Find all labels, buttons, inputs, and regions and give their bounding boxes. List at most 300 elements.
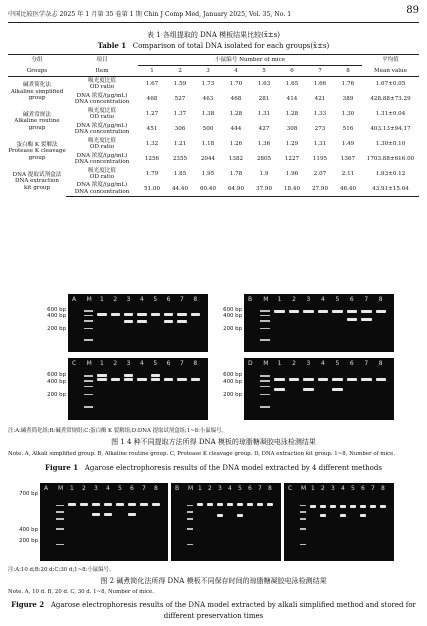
dna-band	[104, 503, 112, 506]
group-name	[8, 137, 66, 167]
gel-lane-label: 8	[268, 485, 272, 492]
dna-band	[92, 513, 100, 516]
dna-band	[257, 503, 263, 506]
gel-lane-label: 7	[364, 360, 369, 367]
bp-marker-label: 600 bp	[47, 307, 66, 314]
value-cell: 1.59	[173, 81, 187, 88]
value-cell: 281	[258, 95, 270, 102]
dna-band	[347, 310, 357, 313]
item-label	[66, 182, 138, 197]
ladder-band	[187, 528, 193, 530]
dna-band	[97, 374, 106, 377]
ladder-band	[187, 511, 193, 513]
bp-marker-label: 600 bp	[223, 307, 242, 314]
mean-cell: 1.30±0.10	[375, 140, 406, 147]
value-cell: 1.29	[285, 140, 299, 147]
gel-lane-label: 7	[180, 296, 184, 303]
group-name-line: group	[28, 94, 46, 101]
dna-band	[340, 514, 346, 517]
ladder-band	[260, 380, 270, 382]
value-cell: 1.9	[259, 170, 269, 177]
dna-band	[124, 320, 133, 323]
ladder-band	[187, 505, 193, 507]
dna-band	[330, 505, 336, 508]
mean-cell: 403.13±94.17	[370, 125, 411, 132]
item-label	[66, 137, 138, 152]
gel-lane-label: 1	[277, 296, 282, 303]
bp-marker-label: 700 bp	[19, 490, 38, 497]
dna-band	[376, 310, 386, 313]
value-cell: 468	[230, 95, 242, 102]
group-name-line: group	[28, 154, 46, 161]
item-label	[66, 77, 138, 92]
item-label-line: DNA concentration	[74, 99, 130, 105]
dna-band	[237, 514, 243, 517]
value-cell: 1.28	[229, 110, 243, 117]
gel-lane-label: 7	[180, 360, 184, 367]
fig2-note-en: Note. A, 10 d. B, 20 d. C, 30 d. 1~8, Number of mice.	[8, 589, 154, 595]
value-cell: 1.21	[173, 140, 187, 147]
ladder-band	[84, 386, 93, 388]
gel-lane-label: 5	[153, 360, 158, 367]
value-cell: 1.49	[341, 140, 355, 147]
dna-band	[191, 378, 200, 381]
value-cell: 421	[314, 95, 326, 102]
item-label	[66, 152, 138, 167]
gel-lane-label: 1	[311, 485, 315, 492]
bp-marker-label: 400 bp	[223, 378, 242, 385]
gel-panel	[244, 294, 394, 352]
group-name	[8, 107, 66, 137]
value-cell: 1.18	[201, 140, 215, 147]
dna-band	[227, 503, 233, 506]
value-cell: 1.73	[201, 81, 215, 88]
gel-lane-label: 2	[82, 485, 86, 492]
gel-lane-label: 3	[126, 296, 131, 303]
dna-band	[128, 503, 136, 506]
gel-lane-label: 8	[193, 360, 198, 367]
ladder-band	[187, 544, 193, 546]
dna-band	[116, 503, 124, 506]
gel-lane-label: 6	[248, 485, 252, 492]
gel-lane-label: 2	[292, 296, 296, 303]
value-cell: 527	[174, 95, 186, 102]
fig2-label: Figure 2	[11, 600, 45, 609]
gel-lane-label: 6	[349, 360, 354, 367]
group-name-line: kit group	[23, 184, 50, 191]
gel-lane-label: 7	[142, 485, 146, 492]
dna-band	[177, 320, 186, 323]
value-cell: 273	[314, 125, 326, 132]
item-label-line: DNA concentration	[74, 129, 130, 135]
gel-lane-label: 5	[335, 360, 340, 367]
value-cell: 64.90	[222, 182, 250, 197]
gel-lane-label: M	[86, 360, 92, 367]
gel-lane-label: 1	[100, 360, 104, 367]
gel-lane-label: 4	[228, 485, 232, 492]
dna-band	[97, 313, 106, 316]
bp-marker-label: 400 bp	[223, 313, 242, 320]
value-cell: 516	[342, 125, 354, 132]
gel-lane-label: 1	[277, 360, 282, 367]
gel-lane-label: M	[263, 296, 269, 303]
gel-lane-label: 5	[238, 485, 242, 492]
value-cell: 1.70	[229, 81, 243, 88]
item-label-line: OD ratio	[89, 144, 115, 150]
ladder-band	[260, 339, 270, 341]
page-number: 89	[406, 5, 419, 16]
dna-band	[318, 310, 328, 313]
value-cell: 46.40	[334, 182, 362, 197]
gel-lane-label: 3	[331, 485, 335, 492]
item-label-line: DNA 浓度/(μg/mL)	[76, 182, 128, 189]
item-label	[66, 107, 138, 122]
group-name-line: Alkaline simplified	[10, 88, 64, 95]
mouse-num: 8	[334, 66, 362, 77]
dna-band	[164, 320, 173, 323]
dna-band	[164, 378, 173, 381]
ladder-band	[260, 375, 270, 377]
value-cell: 1.95	[201, 170, 215, 177]
gel-lane-label: 3	[218, 485, 222, 492]
dna-band	[267, 503, 273, 506]
dna-band	[361, 310, 371, 313]
group-name-line: group	[28, 124, 46, 131]
group-name-line: DNA 提取试剂盒法	[12, 171, 62, 178]
ladder-band	[56, 505, 64, 507]
value-cell: 1.30	[341, 110, 355, 117]
ladder-band	[260, 394, 270, 396]
gel-lane-label: 6	[166, 296, 171, 303]
item-label-line: 吸光度比值	[88, 107, 116, 114]
dna-band	[274, 388, 284, 391]
ladder-band	[260, 328, 270, 330]
item-label-line: 吸光度比值	[88, 167, 116, 174]
gel-lane-label: 6	[349, 296, 354, 303]
item-label-line: DNA 浓度/(μg/mL)	[76, 122, 128, 129]
dna-band	[111, 378, 120, 381]
value-cell: 1256	[144, 155, 160, 162]
ladder-band	[300, 528, 306, 530]
dna-band	[151, 378, 160, 381]
gel-lane-label: 1	[198, 485, 202, 492]
bp-marker-label: 400 bp	[47, 378, 66, 385]
gel-panel	[40, 483, 168, 561]
value-cell: 18.40	[278, 182, 306, 197]
ladder-band	[84, 328, 93, 330]
table1-title-cn: 表 1 各组提取的 DNA 模板结果比较(x̄±s)	[146, 31, 280, 39]
gel-lane-label: 4	[140, 360, 144, 367]
dna-band	[289, 310, 299, 313]
gel-lane-label: 6	[130, 485, 134, 492]
value-cell: 2.11	[341, 170, 355, 177]
dna-band	[380, 505, 386, 508]
group-name-line: 碱煮简化法	[23, 82, 51, 89]
value-cell: 2044	[200, 155, 216, 162]
mean-cell: 1.67±0.05	[375, 81, 406, 88]
gel-lane-label: 3	[306, 296, 311, 303]
gel-lane-label: 2	[321, 485, 325, 492]
gel-panel-letter: B	[175, 485, 180, 492]
value-cell: 463	[202, 95, 214, 102]
gel-panel-letter: B	[248, 296, 253, 303]
dna-band	[320, 505, 326, 508]
group-name	[8, 167, 66, 197]
item-label-line: 吸光度比值	[88, 77, 116, 84]
value-cell: 1.31	[313, 140, 327, 147]
item-label-line: OD ratio	[89, 174, 115, 180]
bp-marker-label: 600 bp	[223, 372, 242, 379]
gel-lane-label: 4	[321, 360, 325, 367]
gel-panel	[284, 483, 394, 561]
bp-marker-label: 200 bp	[47, 392, 66, 399]
item-label-line: 吸光度比值	[88, 137, 116, 144]
dna-band	[177, 313, 186, 316]
value-cell: 308	[286, 125, 298, 132]
value-cell: 1.78	[229, 170, 243, 177]
ladder-band	[84, 406, 93, 408]
item-label-line: OD ratio	[89, 114, 115, 120]
fig1-caption-en-text: Agarose electrophoresis results of the DNA model extracted by 4 different methods	[84, 464, 382, 472]
dna-band	[80, 503, 88, 506]
col-mean-cn: 平均值	[362, 55, 419, 66]
gel-panel-letter: C	[288, 485, 293, 492]
mean-cell: 1.93±0.12	[375, 170, 406, 177]
mouse-num: 5	[250, 66, 278, 77]
gel-panel-letter: A	[72, 296, 77, 303]
mouse-num: 4	[222, 66, 250, 77]
value-cell: 1.32	[145, 140, 159, 147]
dna-band	[104, 513, 112, 516]
value-cell: 51.00	[138, 182, 166, 197]
dna-band	[124, 374, 133, 377]
value-cell: 1227	[284, 155, 300, 162]
gel-lane-label: 5	[351, 485, 355, 492]
gel-lane-label: 4	[140, 296, 144, 303]
value-cell: 2355	[172, 155, 188, 162]
header-rule	[8, 22, 419, 23]
ladder-band	[84, 339, 93, 341]
value-cell: 2.07	[313, 170, 327, 177]
bp-marker-label: 200 bp	[223, 325, 242, 332]
bp-marker-label: 400 bp	[19, 526, 38, 533]
ladder-band	[260, 315, 270, 317]
value-cell: 414	[286, 95, 298, 102]
item-label-line: DNA concentration	[74, 188, 130, 195]
item-label-line: DNA 浓度/(μg/mL)	[76, 152, 128, 159]
group-name	[8, 77, 66, 107]
value-cell: 1.27	[145, 110, 159, 117]
value-cell: 1.31	[257, 110, 271, 117]
dna-band	[247, 503, 253, 506]
value-cell: 1.38	[201, 110, 215, 117]
dna-band	[207, 503, 213, 506]
dna-band	[350, 505, 356, 508]
gel-panel	[68, 294, 208, 352]
gel-lane-label: 6	[166, 360, 171, 367]
value-cell: 1.28	[285, 110, 299, 117]
fig1-note-en: Note. A, Alkali simplified group. B, Alkaline routine group. C, Protease K cleavage group. D, DNA extraction kit group. 1~8, Number of mice.	[8, 451, 396, 457]
gel-lane-label: 3	[126, 360, 131, 367]
dna-band	[237, 503, 243, 506]
bp-marker-label: 200 bp	[223, 392, 242, 399]
dna-band	[151, 374, 160, 377]
gel-lane-label: 6	[361, 485, 365, 492]
gel-lane-label: 8	[378, 296, 383, 303]
dna-band	[217, 503, 223, 506]
col-item-en: Item	[66, 66, 138, 77]
gel-panel-letter: A	[44, 485, 49, 492]
dna-band	[68, 503, 76, 506]
gel-lane-label: 8	[378, 360, 383, 367]
dna-band	[164, 313, 173, 316]
ladder-band	[300, 518, 306, 520]
col-mean-en: Mean value	[362, 66, 419, 77]
ladder-band	[187, 518, 193, 520]
value-cell: 1.63	[257, 81, 271, 88]
value-cell: 389	[342, 95, 354, 102]
table1-label: Table 1	[97, 41, 127, 50]
dna-band	[111, 313, 120, 316]
dna-band	[332, 388, 342, 391]
gel-lane-label: 1	[100, 296, 104, 303]
dna-band	[152, 503, 160, 506]
dna-band	[361, 318, 371, 321]
item-label	[66, 167, 138, 182]
value-cell: 444	[230, 125, 242, 132]
fig1-label: Figure 1	[45, 463, 79, 472]
dna-band	[332, 378, 342, 381]
gel-lane-label: 5	[335, 296, 340, 303]
fig2-caption-en-text: Agarose electrophoresis results of the DNA model extracted by alkali simplified method and stored for	[50, 601, 416, 609]
ladder-band	[300, 511, 306, 513]
value-cell: 37.90	[250, 182, 278, 197]
col-mice: 小鼠编号 Number of mice	[138, 55, 362, 66]
dna-band	[318, 378, 328, 381]
dna-band	[151, 313, 160, 316]
table1-title-en	[0, 41, 427, 50]
fig1-caption-cn: 图 1 4 种不同提取方法所得 DNA 模板的琼脂糖凝胶电泳检测结果	[111, 438, 316, 446]
dna-band	[137, 378, 146, 381]
value-cell: 27.90	[306, 182, 334, 197]
dna-band	[361, 378, 371, 381]
journal-header: 中国比较医学杂志 2025 年 1 月第 35 卷第 1 期 Chin J Comp Med, January 2025, Vol. 35, No. 1	[8, 11, 292, 18]
group-name-line: Protease K cleavage	[8, 148, 66, 155]
mean-cell: 1.31±0.04	[375, 110, 406, 117]
dna-band	[274, 310, 284, 313]
value-cell: 1.76	[341, 81, 355, 88]
fig2-caption-cn: 图 2 碱煮简化法所得 DNA 模板不同保存时间的琼脂糖凝胶电泳检测结果	[100, 577, 327, 585]
gel-lane-label: 2	[113, 360, 118, 367]
gel-lane-label: 2	[113, 296, 118, 303]
dna-band	[124, 378, 133, 381]
value-cell: 44.40	[166, 182, 194, 197]
table1-title-en-text: Comparison of total DNA isolated for each groups(x̄±s)	[132, 42, 330, 50]
fig2-caption-en-2: different preservation times	[163, 612, 264, 620]
mouse-num: 2	[166, 66, 194, 77]
col-item-cn: 项目	[66, 55, 138, 66]
dna-band	[217, 514, 223, 517]
group-name-line: 碱煮常规法	[23, 111, 51, 118]
gel-lane-label: M	[86, 296, 92, 303]
dna-band	[274, 378, 284, 381]
item-label	[66, 122, 138, 137]
item-label	[66, 92, 138, 107]
dna-band	[97, 378, 106, 381]
gel-lane-label: 7	[258, 485, 262, 492]
value-cell: 306	[174, 125, 186, 132]
fig1-note-cn: 注:A:碱煮简化组;B:碱煮常规组;C:蛋白酶 K 裂解组;D:DNA 提取试剂盒组;1~8:小鼠编号。	[8, 428, 227, 434]
value-cell: 451	[146, 125, 158, 132]
dna-band	[360, 505, 366, 508]
mouse-num: 6	[278, 66, 306, 77]
ladder-band	[260, 320, 270, 322]
value-cell: 2805	[256, 155, 272, 162]
gel-lane-label: 8	[381, 485, 385, 492]
dna-band	[320, 514, 326, 517]
mean-cell: 1703.88±616.00	[366, 155, 415, 162]
fig1-caption-en	[0, 463, 427, 472]
ladder-band	[84, 310, 93, 312]
gel-lane-label: 7	[364, 296, 369, 303]
value-cell: 1.26	[229, 140, 243, 147]
gel-lane-label: 4	[106, 485, 110, 492]
mouse-num: 7	[306, 66, 334, 77]
value-cell: 1.66	[313, 81, 327, 88]
dna-band	[332, 310, 342, 313]
mouse-num: 1	[138, 66, 166, 77]
gel-lane-label: M	[263, 360, 269, 367]
value-cell: 1.65	[285, 81, 299, 88]
gel-lane-label: 3	[306, 360, 311, 367]
dna-band	[376, 378, 386, 381]
dna-band	[92, 503, 100, 506]
value-cell: 1367	[340, 155, 356, 162]
gel-lane-label: 2	[292, 360, 296, 367]
dna-band	[340, 505, 346, 508]
gel-lane-label: 5	[118, 485, 122, 492]
bp-marker-label: 400 bp	[47, 313, 66, 320]
ladder-band	[84, 380, 93, 382]
results-table	[8, 54, 419, 197]
gel-lane-label: 3	[94, 485, 98, 492]
dna-band	[128, 513, 136, 516]
value-cell: 1.79	[145, 170, 159, 177]
value-cell: 427	[258, 125, 270, 132]
ladder-band	[84, 375, 93, 377]
value-cell: 1.36	[257, 140, 271, 147]
item-label-line: DNA concentration	[74, 159, 130, 165]
bp-marker-label: 600 bp	[47, 372, 66, 379]
value-cell: 1.67	[145, 81, 159, 88]
gel-lane-label: M	[58, 485, 64, 492]
ladder-band	[260, 406, 270, 408]
mouse-num: 3	[194, 66, 222, 77]
ladder-band	[84, 394, 93, 396]
dna-band	[303, 388, 313, 391]
value-cell: 60.40	[194, 182, 222, 197]
value-cell: 1.96	[285, 170, 299, 177]
gel-lane-label: 8	[193, 296, 198, 303]
col-group-cn: 分组	[8, 55, 66, 66]
ladder-band	[56, 528, 64, 530]
dna-band	[360, 514, 366, 517]
bp-marker-label: 200 bp	[19, 537, 38, 544]
dna-band	[303, 310, 313, 313]
fig2-note-cn: 注:A:10 d;B:20 d;C:30 d;1~8:小鼠编号。	[8, 567, 115, 573]
dna-band	[370, 505, 376, 508]
dna-band	[124, 313, 133, 316]
